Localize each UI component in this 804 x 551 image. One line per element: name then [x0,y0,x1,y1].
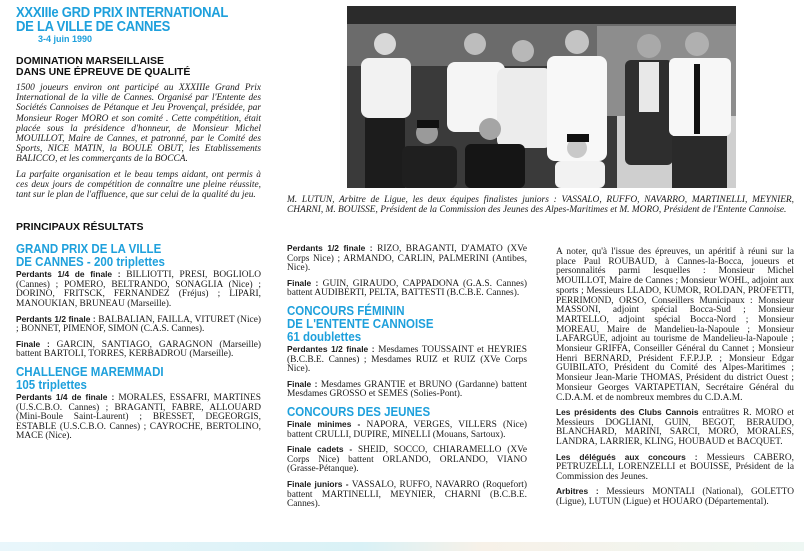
delegues-note [556,453,794,483]
intro-paragraph-1: 1500 joueurs environ ont participé au XXXIIIe Grand Prix International de la ville de Cannes. Organisé par l'Entente des Sociétés Cannoises de Pétanque et Jeu Provençal, présidée, par Monsieur Roger MORO et son comité . Cette compétition, était placée sous la présidence d'honneur, de Monsieur Michel MOUILLOT, Maire de Cannes, et patronné, par le Comité des Sports, NICE MATIN, la BOULE OBUT, les Etablissements BALICCO, et les commerçants de la BOCCA. [16,83,261,165]
arbitres-text: Messieurs MONTALI (National), GOLETTO (Ligue), LUTUN (Ligue) et HOUARO (Départemental). [556,487,795,507]
challenge-semi [287,244,527,274]
photo-caption: M. LUTUN, Arbitre de Ligue, les deux équipes finalistes juniors : VASSALO, RUFFO, NAVARRO, MARTINELLI, MEYNIER, CHARNI, M. BOUISSE, Président de la Commission des Jeunes des Alpes-Maritimes et M. MORO, Président de l'Entente Cannoise. [287,195,794,216]
arbitres-label: Arbitres : [556,486,599,497]
article-subtitle-line1: DOMINATION MARSEILLAISE [16,55,164,67]
final-label: Finale : [287,378,318,389]
arbitres-note [556,487,794,507]
grand-prix-final [16,340,261,360]
semi-label: Perdantes 1/2 finale : [287,343,375,354]
article-title-line2: DE LA VILLE DE CANNES [16,19,171,35]
team-photo [347,6,736,188]
final-text: GUIN, GIRAUDO, CAPPADONA (G.A.S. Cannes) battent AUDIBERTI, PELTA, BATTESTI (B.C.B.E. Cannes). [287,278,527,299]
final-text: GARCIN, SANTIAGO, GARAGNON (Marseille) battent BARTOLI, TORRES, KERBADROU (Marseille). [16,339,261,360]
delegues-text: Messieurs CABERO, PETRUZELLI, LORENZELLI et BOUISSE, Président de la Commission des Jeunes. [556,452,795,482]
jeunes-cadets [287,445,527,475]
semi-text: Mesdames TOUSSAINT et HEYRIES (B.C.B.E. Cannes) ; Mesdames RUIZ et RUIZ (XVe Corps Nice). [287,344,527,375]
juniors-text: VASSALO, RUFFO, NAVARRO (Roquefort) battent MARTINELLI, MEYNIER, CHARNI (B.C.B.E. Cannes). [287,479,527,510]
challenge-title-line1: CHALLENGE MAREMMADI [16,364,164,379]
juniors-label: Finale juniors - [287,478,349,489]
jeunes-juniors [287,480,527,510]
quarter-label: Perdants 1/4 de finale : [16,269,121,280]
feminin-title-line3: 61 doublettes [287,329,362,344]
left-column [16,6,261,447]
aperitif-note: A noter, qu'à l'issue des épreuves, un apéritif à réuni sur la place Paul ROUBAUD, à Cannes-la-Bocca, joueurs et personnalités parmi lesquelles : Monsieur Michel MOUILLOT, Maire de Cannes ; Monsieur WOHL, adjoint aux sports ; Messieurs LLADO, KUMOR, ROLDAN, PROFETTI, PERRIMOND, ORSO, Conseillers Municipaux : Monsieur MASSONI, adjoint spécial Bocca-Sud ; Monsieur MARTELLO, adjoint spécial Bocca-Nord ; Monsieur MOREAU, Maire de Mandelieu-la-Napoule ; Monsieur LAFARGUE, adjoint au tourisme de Mandelieu-la-Napoule ; Monsieur GRIFFA, Conseiller Général du Cannet ; Monsieur Henri BERNARD, Président F.F.P.J.P. ; Monsieur Edgar GUIBILATO, Président du Comité des Alpes-Maritimes ; Monsieur Jean-Marie THOMAS, Président du district Ouest ; Monsieur Georges VARTAPETIAN, Secrétaire Général du C.D.A.M. et de nombreux membres du C.D.A.M. [556,247,794,403]
intro [16,83,261,200]
middle-column [287,243,527,515]
quarter-label: Perdants 1/4 de finale : [16,391,115,402]
cadets-label: Finale cadets - [287,444,353,455]
semi-text: RIZO, BRAGANTI, D'AMATO (XVe Corps Nice) ; ARMANDO, CARLIN, PALMERINI (Antibes, Nice). [287,244,527,274]
semi-text: BALBALIAN, FAILLA, VITURET (Nice) ; BONNET, PIMENOF, SIMON (C.A.S. Cannes). [16,314,261,335]
jeunes-title: CONCOURS DES JEUNES [287,404,431,419]
grand-prix-title-line2: DE CANNES - 200 triplettes [16,255,165,270]
article-date: 3-4 juin 1990 [38,34,93,44]
feminin-title-line1: CONCOURS FÉMININ [287,303,405,318]
semi-label: Perdants 1/2 finale : [287,243,373,253]
team-photo-image [347,6,736,188]
jeunes-minimes [287,420,527,440]
final-text: Mesdames GRANTIE et BRUNO (Gardanne) battent Mesdames GROSSO et SEMES (Solies-Pont). [287,379,527,400]
presidents-note [556,408,794,447]
results-heading: PRINCIPAUX RÉSULTATS [16,221,144,234]
feminin-title-line2: DE L'ENTENTE CANNOISE [287,316,434,331]
quarter-text: BILLIOTTI, PRESI, BOGLIOLO (Cannes) ; POMERO, BELTRANDO, SONAGLIA (Nice) ; DORINO, FRITSCK, FERNANDEZ (Fréjus) ; LIPARI, MANOUKIAN, BRUNEAU (Marseille). [16,270,261,310]
final-label: Finale : [287,277,319,288]
intro-paragraph-2: La parfaite organisation et le beau temps aidant, ont permis à ces deux jours de compétition de connaître une pleine réussite, tant sur le plan de l'affluence, que sur celui de la qualité du jeu. [16,169,261,201]
grand-prix-title-line1: GRAND PRIX DE LA VILLE [16,242,162,257]
challenge-title-line2: 105 triplettes [16,377,87,392]
presidents-label: Les présidents des Clubs Cannois [556,407,699,418]
challenge-final [287,279,527,299]
cadets-text: SHEID, SOCCO, CHIARAMELLO (XVe Corps Nice) battent ORLANDO, ORLANDO, VIANO (Grasse-Pétanque). [287,445,527,475]
final-label: Finale : [16,338,50,349]
feminin-semi [287,345,527,375]
grand-prix-semi [16,315,261,335]
right-column [556,247,794,513]
presidents-text: entraütres R. MORO et Messieurs DOGLIANI, GUIN, BEGOT, BERAUDO, BLANCHARD, MARINI, SARCI, MORO, MORALES, LANDRA, LARRIER, KLING, HOUBAUD et BACQUET. [556,408,794,448]
feminin-final [287,380,527,400]
minimes-label: Finale minimes - [287,418,361,429]
article-title-line1: XXXIIIe GRD PRIX INTERNATIONAL [16,5,229,21]
minimes-text: NAPORA, VERGES, VILLERS (Nice) battent CRULLI, DUPIRE, MINELLI (Mouans, Sartoux). [287,419,527,440]
challenge-quarter [16,393,261,442]
article-subtitle-line2: DANS UNE ÉPREUVE DE QUALITÉ [16,66,191,78]
semi-label: Perdants 1/2 finale : [16,313,96,324]
bottom-color-band [0,542,804,551]
delegues-label: Les délégués aux concours : [556,451,698,462]
grand-prix-quarter [16,270,261,309]
quarter-text: MORALES, ESSAFRI, MARTINES (U.S.C.B.O. Cannes) ; BRAGANTI, FABRE, ALLOUARD (Mini-Boule Saint-Laurent) ; BRESSET, DEGEORGIS, ESTABLE (U.S.C.B.O. Cannes) ; CAYROCHE, BERTOLINO, MACE (Nice). [16,392,261,442]
